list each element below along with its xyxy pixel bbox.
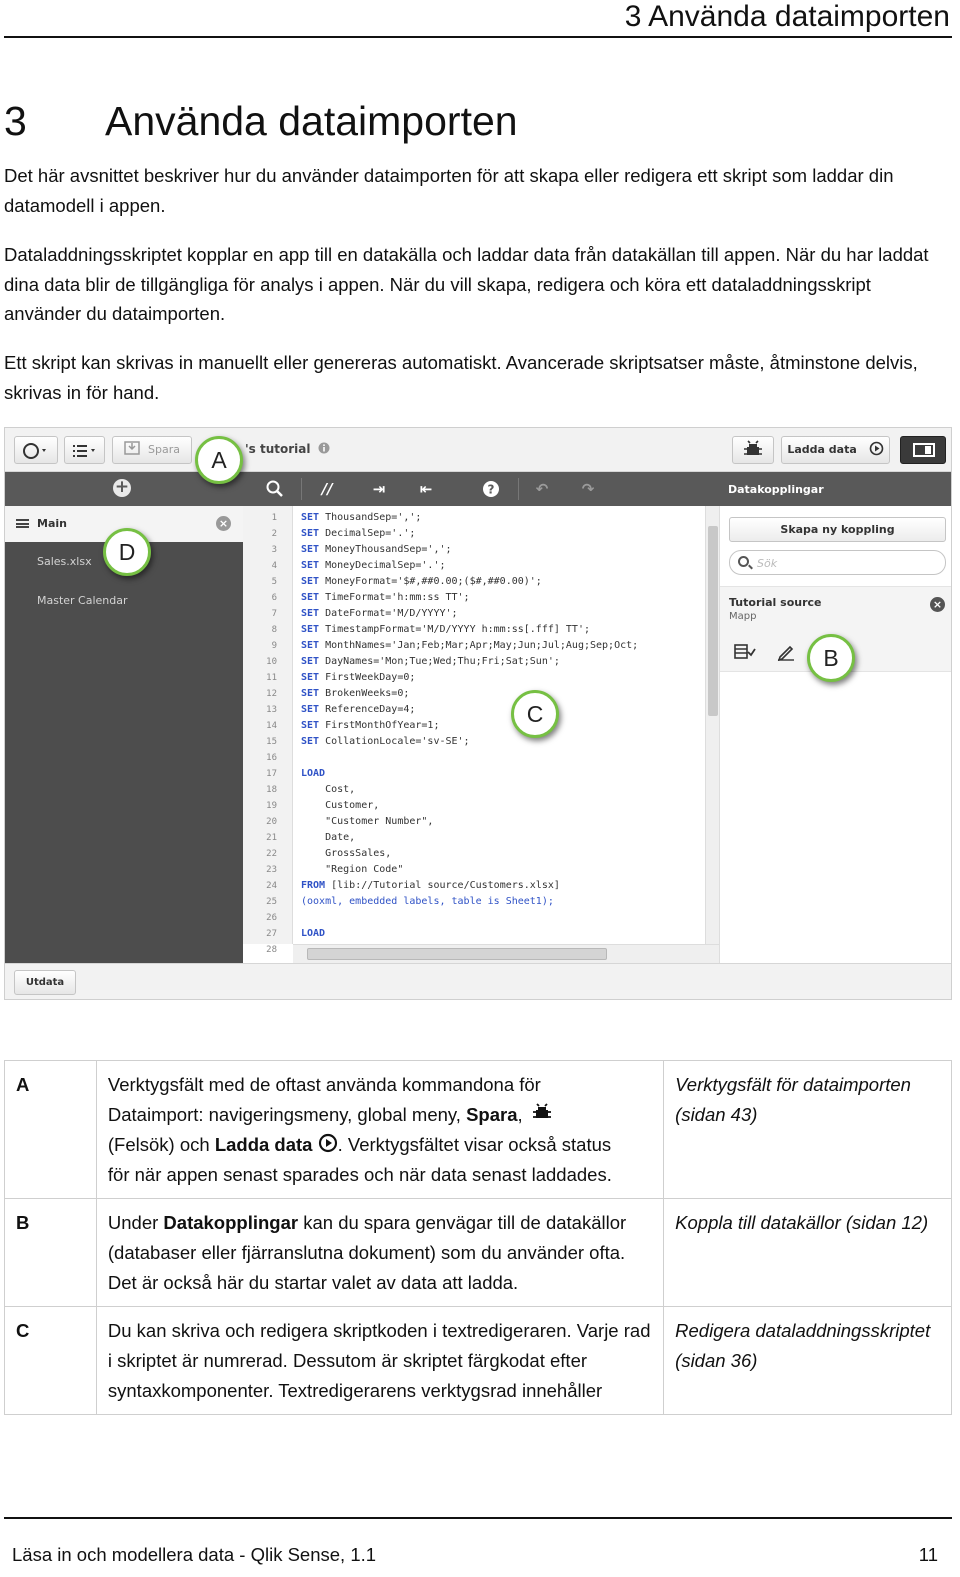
script-line: SET DecimalSep='.'; (301, 528, 416, 539)
row-description: Under Datakopplingar kan du spara genvägar till de datakällor (databaser eller fjärranslutna dokument) som du använder ofta. Det är också här du startar valet av data att ladda. (96, 1199, 663, 1307)
script-line: SET BrokenWeeks=0; (301, 688, 410, 699)
script-line: SET FirstWeekDay=0; (301, 672, 416, 683)
editor-toolbar (5, 428, 951, 472)
line-number: 7 (271, 609, 277, 619)
script-line: SET DateFormat='M/D/YYYY'; (301, 608, 458, 619)
row-reference-link[interactable]: Verktygsfält för dataimporten (sidan 43) (664, 1061, 952, 1199)
line-number: 12 (266, 689, 277, 699)
data-load-editor-screenshot (4, 427, 952, 1000)
line-number: 9 (271, 641, 277, 651)
line-number: 8 (271, 625, 277, 635)
save-button[interactable]: Spara (112, 436, 192, 464)
script-line: LOAD (301, 928, 326, 939)
outdent-icon[interactable]: ⇤ (419, 480, 433, 498)
script-line: SET MoneyThousandSep=','; (301, 544, 452, 555)
script-line: Date, (301, 832, 356, 843)
info-icon[interactable] (318, 442, 330, 454)
line-number: 22 (266, 849, 277, 859)
toggle-panel-button[interactable] (900, 436, 946, 464)
redo-icon[interactable]: ↷ (581, 480, 595, 498)
table-row (5, 1199, 952, 1307)
line-number: 27 (266, 929, 277, 939)
vertical-scrollbar[interactable] (705, 506, 719, 944)
data-connections-panel (719, 506, 951, 963)
script-line: (ooxml, embedded labels, table is Sheet1); (301, 896, 554, 907)
svg-text:?: ? (487, 482, 495, 497)
callout-c: C (511, 690, 559, 738)
scrollbar-thumb[interactable] (307, 948, 607, 960)
line-number: 6 (271, 593, 277, 603)
line-number: 4 (271, 561, 277, 571)
line-number: 26 (266, 913, 277, 923)
line-number: 10 (266, 657, 277, 667)
callout-a: A (195, 436, 243, 484)
line-number: 1 (271, 513, 277, 523)
row-reference-link[interactable]: Koppla till datakällor (sidan 12) (664, 1199, 952, 1307)
line-number: 23 (266, 865, 277, 875)
script-line: "Region Code" (301, 864, 404, 875)
play-circle-icon (318, 1133, 338, 1153)
running-header (4, 0, 952, 38)
script-line: SET FirstMonthOfYear=1; (301, 720, 440, 731)
chapter-title: Använda dataimporten (105, 98, 518, 144)
sidebar-item-master-calendar[interactable]: Master Calendar (37, 594, 128, 607)
edit-pencil-icon[interactable] (776, 643, 796, 665)
script-line: Cost, (301, 784, 356, 795)
table-row (5, 1307, 952, 1415)
output-bar (5, 963, 951, 999)
select-data-icon[interactable] (734, 643, 756, 665)
debug-bug-icon (528, 1103, 556, 1123)
panel-toggle-icon (913, 443, 935, 457)
debug-button[interactable] (732, 436, 774, 464)
scrollbar-thumb[interactable] (708, 526, 718, 716)
line-number: 17 (266, 769, 277, 779)
undo-icon[interactable]: ↶ (535, 480, 549, 498)
script-line: Customer, (301, 800, 380, 811)
footer-document-title: Läsa in och modellera data - Qlik Sense, 1.1 (12, 1544, 377, 1565)
footer-rule (4, 1517, 952, 1519)
line-number: 11 (266, 673, 277, 683)
line-number: 21 (266, 833, 277, 843)
intro-paragraph: Det här avsnittet beskriver hur du använder dataimporten för att skapa eller redigera ett skript som laddar din datamodell i appen. (4, 165, 894, 216)
script-line: SET ThousandSep=','; (301, 512, 422, 523)
line-number: 13 (266, 705, 277, 715)
script-text-editor[interactable] (243, 506, 719, 963)
row-reference-link[interactable]: Redigera dataladdningsskriptet (sidan 36) (664, 1307, 952, 1415)
row-description: Du kan skriva och redigera skriptkoden i textredigeraren. Varje rad i skriptet är numrerad. Dessutom är skriptet färgkodat efter syntaxkomponenter. Textredigerarens verktygsrad innehåller (96, 1307, 663, 1415)
toolbar-divider (301, 478, 302, 500)
line-number: 3 (271, 545, 277, 555)
manual-script-paragraph: Ett skript kan skrivas in manuellt eller genereras automatiskt. Avancerade skriptsatser måste, åtminstone delvis, skrivas in för hand. (4, 352, 918, 403)
line-number: 5 (271, 577, 277, 587)
script-line: SET ReferenceDay=4; (301, 704, 416, 715)
toolbar-divider (518, 478, 519, 500)
line-number: 16 (266, 753, 277, 763)
script-line: SET CollationLocale='sv-SE'; (301, 736, 470, 747)
line-number: 2 (271, 529, 277, 539)
script-line: SET TimeFormat='h:mm:ss TT'; (301, 592, 470, 603)
connection-search-input[interactable]: Sök (729, 550, 946, 575)
script-line: SET MonthNames='Jan;Feb;Mar;Apr;May;Jun;Jul;Aug;Sep;Oct; (301, 640, 639, 651)
row-key: C (5, 1307, 97, 1415)
line-number: 28 (266, 945, 277, 955)
line-number: 19 (266, 801, 277, 811)
running-header-title: 3 Använda dataimporten (624, 0, 950, 33)
footer-page-number: 11 (918, 1544, 938, 1565)
row-key: B (5, 1199, 97, 1307)
script-line: SET TimestampFormat='M/D/YYYY h:mm:ss[.fff] TT'; (301, 624, 590, 635)
global-menu-button[interactable] (64, 436, 105, 464)
horizontal-scrollbar[interactable] (293, 944, 719, 963)
hamburger-icon (16, 519, 29, 528)
script-line: SET DayNames='Mon;Tue;Wed;Thu;Fri;Sat;Sun'; (301, 656, 560, 667)
line-number-gutter (243, 506, 293, 955)
navigation-menu-button[interactable] (14, 436, 58, 464)
editor-toolbar-row (243, 472, 719, 506)
callout-description-table (4, 1060, 952, 1415)
chapter-heading (4, 98, 518, 144)
list-menu-icon (70, 441, 100, 461)
line-number: 15 (266, 737, 277, 747)
add-section-icon[interactable]: + (114, 477, 130, 497)
search-icon (738, 556, 749, 567)
row-description: Verktygsfält med de oftast använda kommandona för Dataimport: navigeringsmeny, global meny, Spara, (Felsök) och Ladda data . Verktygsfältet visar också status för när appen senast sparades och när data senast laddades. (96, 1061, 663, 1199)
load-data-button[interactable]: Ladda data (781, 436, 890, 464)
app-title: 's tutorial (245, 442, 330, 456)
sidebar-item-sales[interactable]: Sales.xlsx (37, 555, 92, 568)
connection-item[interactable]: Tutorial source Mapp × (720, 586, 952, 672)
row-key: A (5, 1061, 97, 1199)
comment-icon[interactable]: // (321, 480, 333, 498)
chapter-number: 3 (4, 98, 27, 144)
delete-section-icon[interactable]: × (216, 516, 231, 531)
output-button[interactable]: Utdata (14, 970, 76, 995)
create-connection-button[interactable]: Skapa ny koppling (729, 517, 946, 542)
data-connections-header: Datakopplingar (719, 472, 951, 506)
line-number: 20 (266, 817, 277, 827)
compass-icon (21, 441, 51, 461)
play-circle-icon (869, 441, 884, 456)
script-line: FROM [lib://Tutorial source/Customers.xlsx] (301, 880, 560, 891)
script-paragraph: Dataladdningsskriptet kopplar en app till en datakälla och laddar data från datakällan till appen. När du har laddat dina data blir de tillgängliga för analys i appen. När du vill skapa, redigera och köra ett dataladdningsskript använder du dataimporten. (4, 244, 929, 324)
line-number: 18 (266, 785, 277, 795)
script-line: SET MoneyFormat='$#,##0.00;($#,##0.00)'; (301, 576, 542, 587)
search-icon[interactable] (263, 478, 287, 500)
script-line: LOAD (301, 768, 326, 779)
line-number: 25 (266, 897, 277, 907)
save-icon (124, 440, 142, 456)
table-row (5, 1061, 952, 1199)
indent-icon[interactable]: ⇥ (372, 480, 386, 498)
line-number: 24 (266, 881, 277, 891)
delete-connection-icon[interactable]: × (930, 597, 945, 612)
debug-bug-icon (741, 440, 765, 460)
script-line: SET MoneyDecimalSep='.'; (301, 560, 446, 571)
sidebar-item-main[interactable]: Main × (5, 506, 243, 542)
callout-b: B (807, 634, 855, 682)
line-number: 14 (266, 721, 277, 731)
script-line: "Customer Number", (301, 816, 434, 827)
callout-d: D (103, 528, 151, 576)
script-line: GrossSales, (301, 848, 392, 859)
help-icon[interactable] (479, 478, 503, 500)
